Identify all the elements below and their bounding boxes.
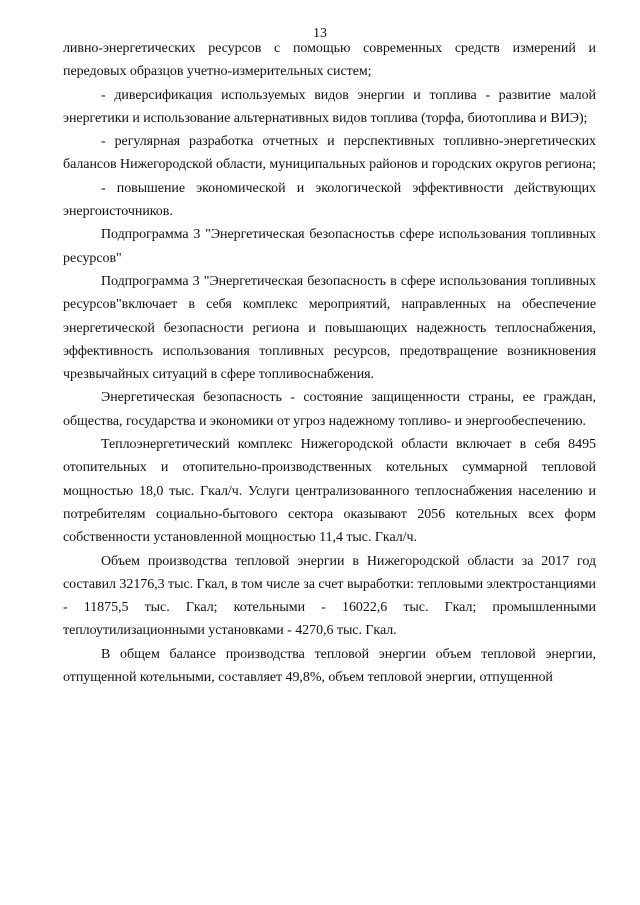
paragraph-subprogram-description: Подпрограмма 3 "Энергетическая безопасность в сфере использования топливных ресурсов"включает в себя комплекс мероприятий, направленных на обеспечение энергетической безопасности региона и повышающих надежность теплоснабжения, эффективность использования топливных ресурсов, предотвращение возникновения чрезвычайных ситуаций в сфере топливоснабжения.	[63, 273, 596, 383]
paragraph-heat-complex: Теплоэнергетический комплекс Нижегородской области включает в себя 8495 отопительных и отопительно-производственных котельных суммарной тепловой мощностью 18,0 тыс. Гкал/ч. Услуги централизованного теплоснабжения населению и потребителям социально-бытового сектора оказывают 2056 котельных всех форм собственности установленной мощностью 11,4 тыс. Гкал/ч.	[63, 437, 596, 546]
paragraph-energy-security-definition: Энергетическая безопасность - состояние защищенности страны, ее граждан, общества, государства и экономики от угроз надежному топливо- и энергообеспечению.	[63, 390, 596, 429]
paragraph-list-item-diversification: - диверсификация используемых видов энергии и топлива - развитие малой энергетики и использование альтернативных видов топлива (торфа, биотоплива и ВИЭ);	[63, 87, 596, 126]
paragraph-subprogram-heading: Подпрограмма 3 "Энергетическая безопасностьв сфере использования топливных ресурсов"	[63, 227, 596, 266]
paragraph-production-volume: Объем производства тепловой энергии в Нижегородской области за 2017 год составил 32176,3 тыс. Гкал, в том числе за счет выработки: тепловыми электростанциями - 11875,5 тыс. Гкал; котельными - 16022,6 тыс. Гкал; промышленными теплоутилизационными установками - 4270,6 тыс. Гкал.	[63, 553, 596, 639]
paragraph-balance-share: В общем балансе производства тепловой энергии объем тепловой энергии, отпущенной котельными, составляет 49,8%, объем тепловой энергии, отпущенной	[63, 646, 596, 686]
page-number: 13	[313, 26, 327, 41]
paragraph-list-item-balances: - регулярная разработка отчетных и перспективных топливно-энергетических балансов Нижегородской области, муниципальных районов и городских округов региона;	[63, 134, 596, 173]
paragraph-list-item-efficiency: - повышение экономической и экологической эффективности действующих энергоисточников.	[63, 180, 596, 220]
paragraph-continuation: ливно-энергетических ресурсов с помощью современных средств измерений и передовых образцов учетно-измерительных систем;	[63, 41, 596, 80]
body-text	[63, 37, 596, 689]
